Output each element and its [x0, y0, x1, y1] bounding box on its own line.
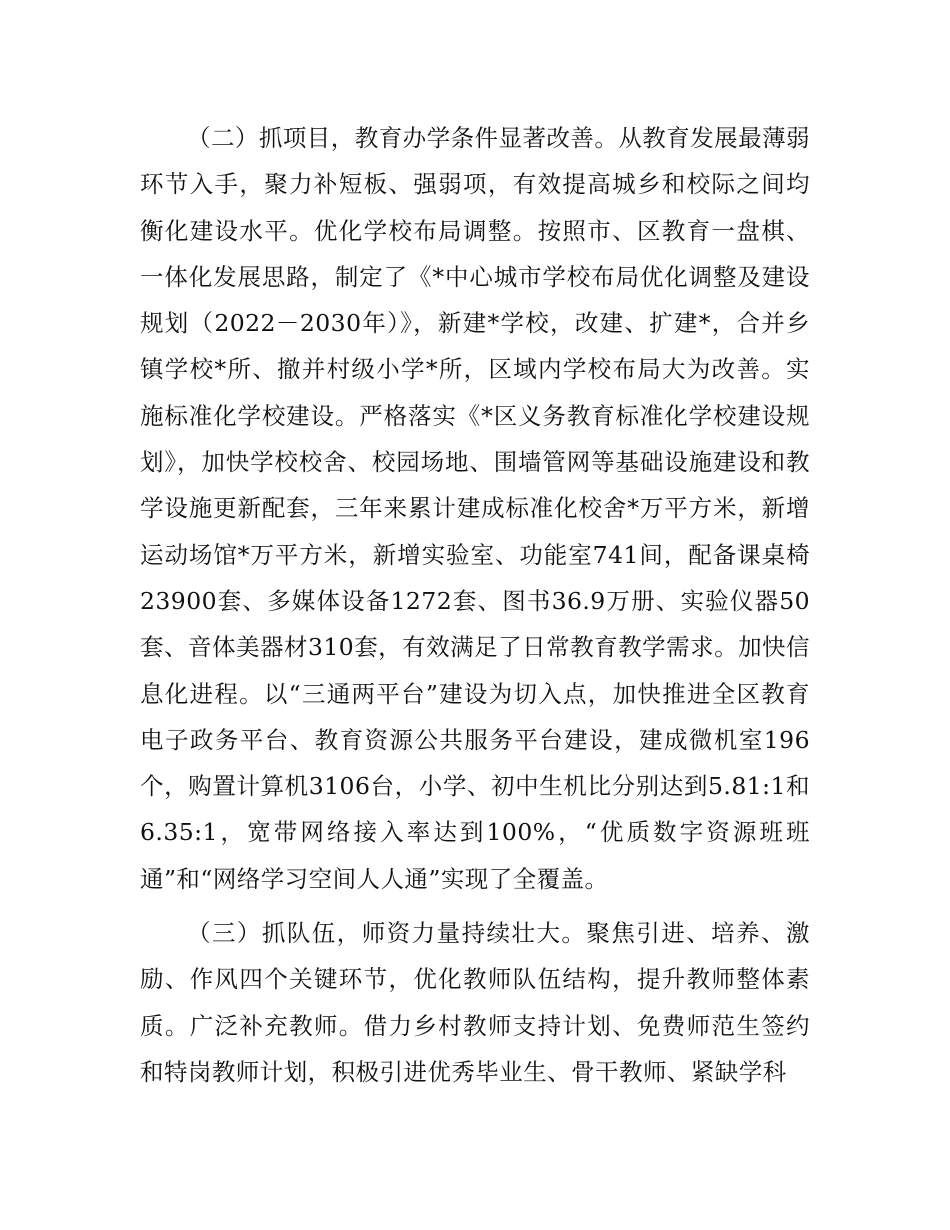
paragraph-projects: （二）抓项目，教育办学条件显著改善。从教育发展最薄弱环节入手，聚力补短板、强弱项，有效提高城乡和校际之间均衡化建设水平。优化学校布局调整。按照市、区教育一盘棋、一体化发展思路，制定了《*中心城市学校布局优化调整及建设规划（2022－2030年）》，新建*学校，改建、扩建*，合并乡镇学校*所、撤并村级小学*所，区域内学校布局大为改善。实施标准化学校建设。严格落实《*区义务教育标准化学校建设规划》，加快学校校舍、校园场地、围墙管网等基础设施建设和教学设施更新配套，三年来累计建成标准化校舍*万平方米，新增运动场馆*万平方米，新增实验室、功能室741间，配备课桌椅23900套、多媒体设备1272套、图书36.9万册、实验仪器50套、音体美器材310套，有效满足了日常教育教学需求。加快信息化进程。以“三通两平台”建设为切入点，加快推进全区教育电子政务平台、教育资源公共服务平台建设，建成微机室196个，购置计算机3106台，小学、初中生机比分别达到5.81:1和6.35:1，宽带网络接入率达到100%，“优质数字资源班班通”和“网络学习空间人人通”实现了全覆盖。 [140, 124, 810, 893]
document-body [140, 115, 810, 1095]
paragraph-teachers: （三）抓队伍，师资力量持续壮大。聚焦引进、培养、激励、作风四个关键环节，优化教师队伍结构，提升教师整体素质。广泛补充教师。借力乡村教师支持计划、免费师范生签约和特岗教师计划，积极引进优秀毕业生、骨干教师、紧缺学科 [140, 919, 810, 1086]
